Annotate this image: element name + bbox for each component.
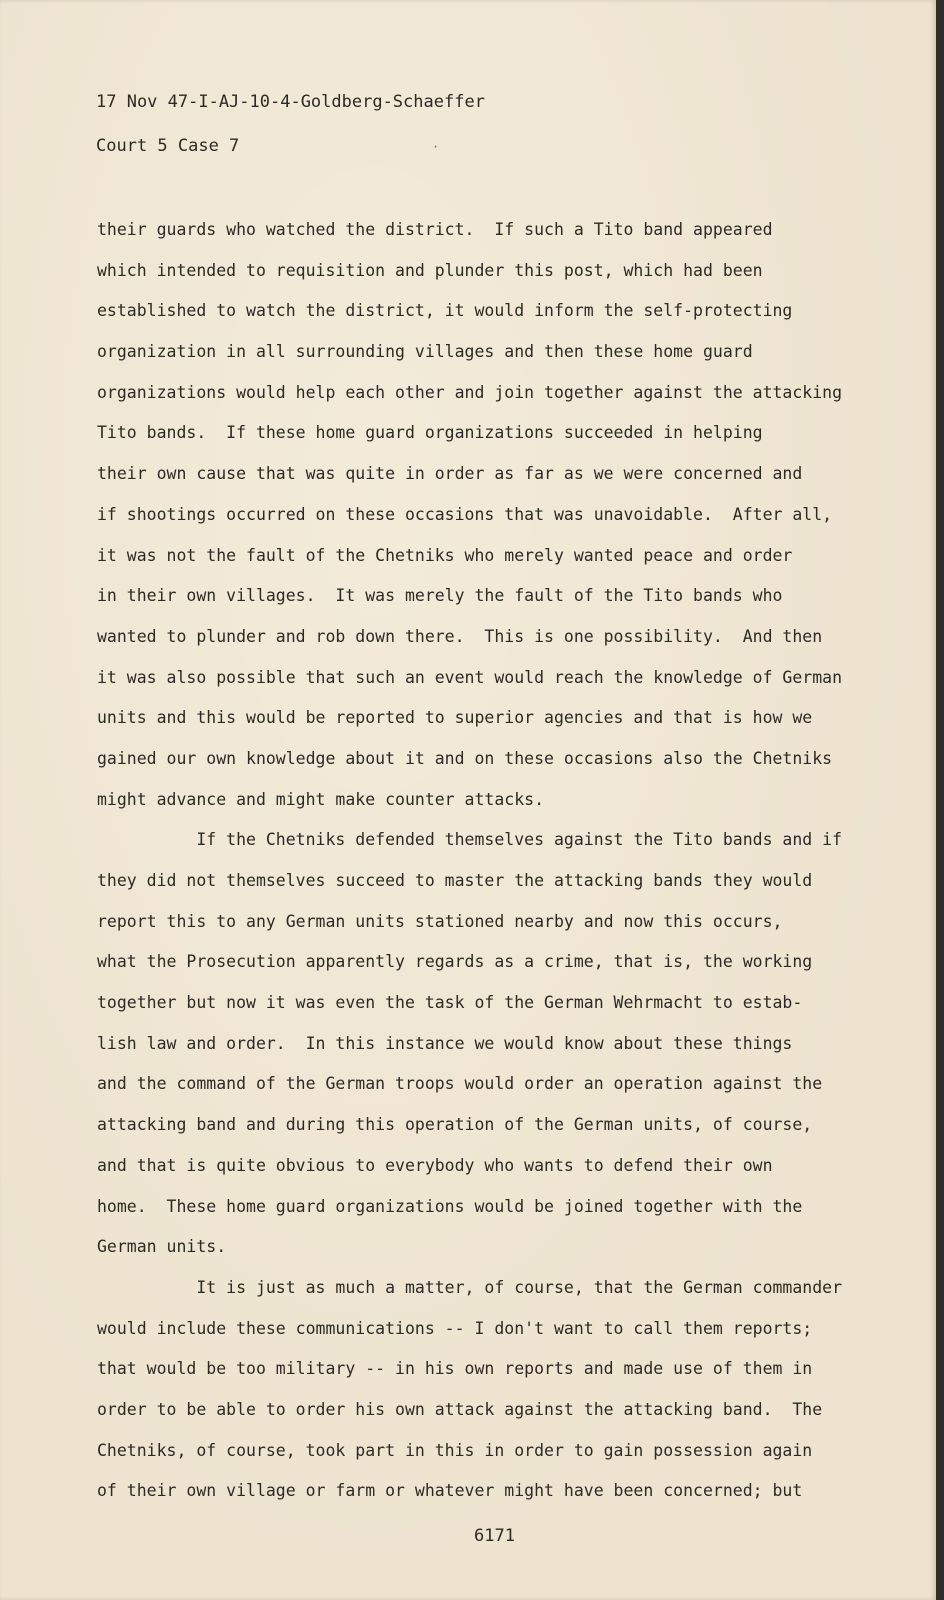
text-line: It is just as much a matter, of course, that the German commander	[97, 1277, 843, 1297]
text-line: of their own village or farm or whatever might have been concerned; but	[97, 1481, 803, 1501]
text-line: their guards who watched the district. If such a Tito band appeared	[97, 220, 773, 239]
text-line: attacking band and during this operation of the German units, of course,	[97, 1115, 813, 1135]
text-line: Tito bands. If these home guard organizations succeeded in helping	[97, 423, 763, 443]
header-date-reference: 17 Nov 47-I-AJ-10-4-Goldberg-Schaeffer	[96, 92, 485, 112]
text-line: they did not themselves succeed to master the attacking bands they would	[97, 871, 813, 890]
text-line: which intended to requisition and plunder this post, which had been	[97, 260, 763, 280]
text-line: it was not the fault of the Chetniks who merely wanted peace and order	[97, 545, 793, 565]
text-line: and the command of the German troops would order an operation against the	[97, 1074, 823, 1094]
text-line: and that is quite obvious to everybody who wants to defend their own	[97, 1155, 773, 1175]
text-line: order to be able to order his own attack against the attacking band. The	[97, 1399, 823, 1419]
text-line: what the Prosecution apparently regards as a crime, that is, the working	[97, 952, 813, 972]
text-line: gained our own knowledge about it and on these occasions also the Chetniks	[97, 748, 833, 768]
text-line: their own cause that was quite in order as far as we were concerned and	[97, 464, 803, 484]
page-number: 6171	[474, 1526, 515, 1546]
text-line: home. These home guard organizations would be joined together with the	[97, 1196, 803, 1216]
text-line: units and this would be reported to superior agencies and that is how we	[97, 708, 813, 728]
text-line: Chetniks, of course, took part in this in order to gain possession again	[97, 1440, 813, 1460]
text-line: organization in all surrounding villages and then these home guard	[97, 342, 753, 362]
text-line: if shootings occurred on these occasions that was unavoidable. After all,	[97, 504, 833, 524]
text-line: it was also possible that such an event would reach the knowledge of German	[97, 667, 843, 687]
header-court-case: Court 5 Case 7	[96, 136, 240, 156]
scan-edge	[936, 0, 944, 1600]
text-line: that would be too military -- in his own reports and made use of them in	[97, 1359, 813, 1379]
text-line: might advance and might make counter attacks.	[97, 789, 545, 809]
text-line: in their own villages. It was merely the fault of the Tito bands who	[97, 586, 783, 606]
text-line: together but now it was even the task of the German Wehrmacht to estab-	[97, 993, 803, 1013]
text-line: organizations would help each other and join together against the attacking	[97, 382, 843, 402]
text-line: lish law and order. In this instance we would know about these things	[97, 1033, 793, 1053]
text-line: established to watch the district, it would inform the self-protecting	[97, 301, 793, 321]
ink-speck: ·	[432, 140, 440, 154]
text-line: would include these communications -- I don't want to call them reports;	[97, 1318, 813, 1338]
text-line: wanted to plunder and rob down there. This is one possibility. And then	[97, 626, 823, 646]
text-line: report this to any German units stationed nearby and now this occurs,	[97, 911, 783, 931]
body-text	[97, 210, 877, 1512]
text-line: German units.	[97, 1237, 227, 1257]
text-line: If the Chetniks defended themselves against the Tito bands and if	[97, 830, 843, 850]
